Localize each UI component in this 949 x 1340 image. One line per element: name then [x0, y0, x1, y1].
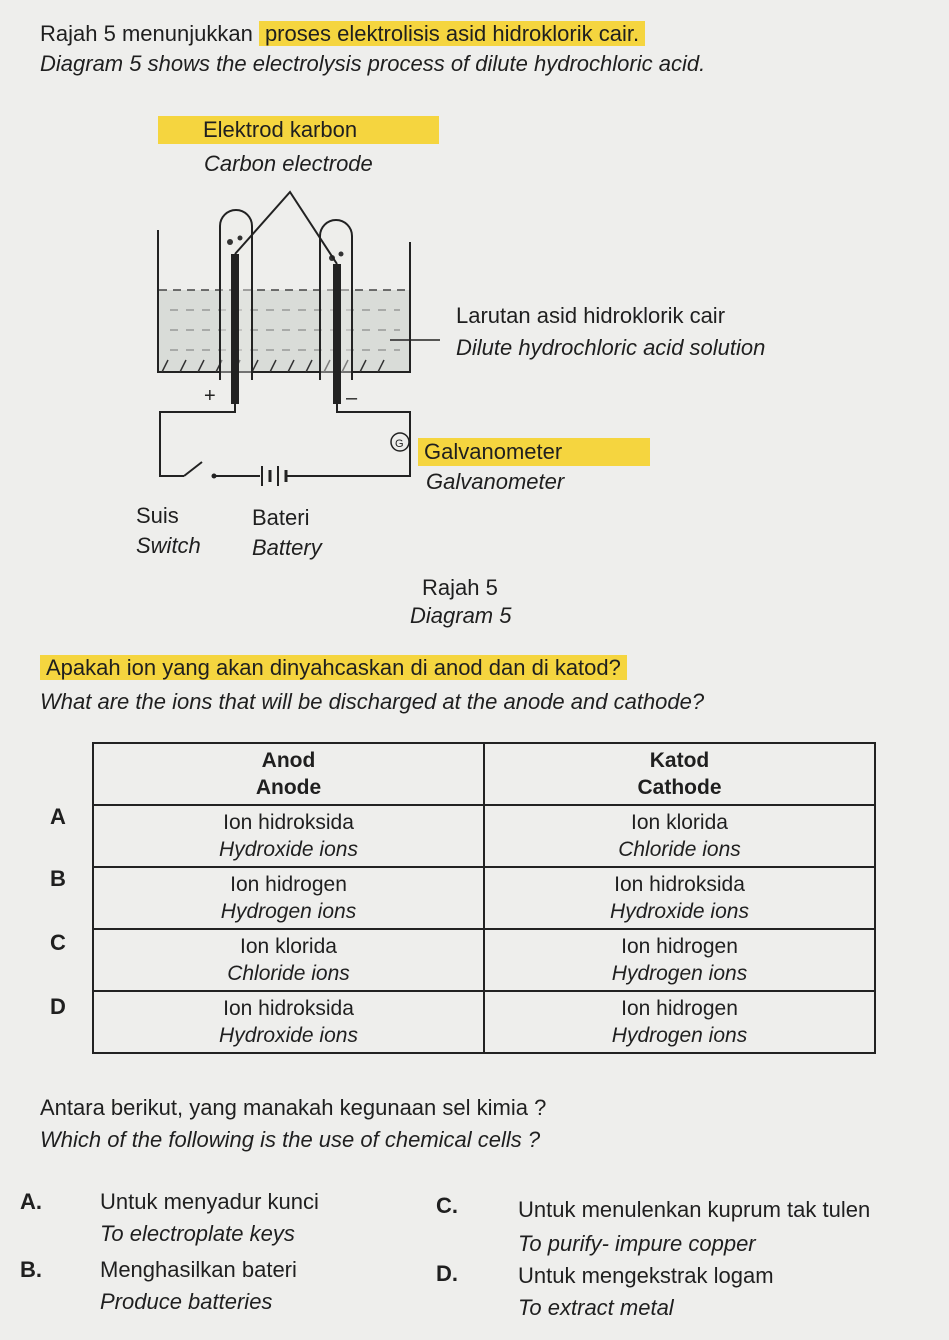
option-b: B. [20, 1257, 42, 1282]
row-label-c: C [50, 930, 66, 955]
row-label-a: A [50, 804, 66, 829]
option-b-en: Produce batteries [100, 1289, 273, 1314]
option-a-en: To electroplate keys [100, 1221, 295, 1246]
option-c: C. [436, 1193, 458, 1218]
svg-text:G: G [395, 438, 404, 450]
caption-en: Diagram 5 [410, 603, 512, 628]
intro-ms-highlight: proses elektrolisis asid hidroklorik cair. [259, 21, 645, 46]
option-d-ms: Untuk mengekstrak logam [518, 1263, 774, 1288]
solution-label-en: Dilute hydrochloric acid solution [456, 335, 766, 360]
intro-ms [40, 20, 645, 48]
minus-sign: – [346, 387, 358, 409]
electrolysis-apparatus [140, 180, 440, 500]
galvanometer-label-en: Galvanometer [426, 469, 565, 494]
electrode-label-ms: Elektrod karbon [158, 116, 439, 144]
galvanometer-label-ms: Galvanometer [418, 438, 650, 466]
option-b-ms: Menghasilkan bateri [100, 1257, 297, 1282]
cell-cathode: Ion hidroksida Hydroxide ions [484, 867, 875, 929]
cell-anode: Ion hidroksida Hydroxide ions [93, 991, 484, 1053]
switch-lever [184, 462, 202, 476]
cell-anode: Ion klorida Chloride ions [93, 929, 484, 991]
cell-cathode: Ion hidrogen Hydrogen ions [484, 991, 875, 1053]
switch-label-en: Switch [136, 533, 201, 558]
intro-ms-part1: Rajah 5 menunjukkan [40, 21, 253, 46]
option-d: D. [436, 1261, 458, 1286]
battery-label-ms: Bateri [252, 505, 310, 530]
table-header-row [93, 743, 875, 805]
header-anode: Anod Anode [93, 743, 484, 805]
table-row [93, 867, 875, 929]
header-cathode: Katod Cathode [484, 743, 875, 805]
cell-anode: Ion hidrogen Hydrogen ions [93, 867, 484, 929]
solution-label-ms: Larutan asid hidroklorik cair [456, 303, 726, 328]
option-c-en: To purify- impure copper [518, 1231, 756, 1256]
switch-label-ms: Suis [136, 503, 179, 528]
anode-electrode [231, 254, 239, 404]
table-row [93, 929, 875, 991]
question2-en: Which of the following is the use of chemical cells ? [40, 1127, 541, 1152]
battery-label-en: Battery [252, 535, 322, 560]
question-en: What are the ions that will be discharged at the anode and cathode? [40, 689, 705, 714]
question-ms: Apakah ion yang akan dinyahcaskan di anod dan di katod? [40, 654, 627, 682]
cell-anode: Ion hidroksida Hydroxide ions [93, 805, 484, 867]
caption-ms: Rajah 5 [422, 575, 498, 600]
cathode-electrode [333, 264, 341, 404]
option-c-ms: Untuk menulenkan kuprum tak tulen [518, 1197, 871, 1222]
question2-ms: Antara berikut, yang manakah kegunaan sel kimia ? [40, 1095, 547, 1120]
table-row [93, 805, 875, 867]
row-label-b: B [50, 866, 66, 891]
row-label-d: D [50, 994, 66, 1019]
intro-en: Diagram 5 shows the electrolysis process of dilute hydrochloric acid. [40, 51, 706, 76]
electrode-label-en: Carbon electrode [204, 151, 373, 176]
plus-sign: + [204, 385, 216, 407]
answer-table [92, 742, 876, 1054]
option-d-en: To extract metal [518, 1295, 674, 1320]
cell-cathode: Ion klorida Chloride ions [484, 805, 875, 867]
cell-cathode: Ion hidrogen Hydrogen ions [484, 929, 875, 991]
option-a-ms: Untuk menyadur kunci [100, 1189, 319, 1214]
table-row [93, 991, 875, 1053]
option-a: A. [20, 1189, 42, 1214]
